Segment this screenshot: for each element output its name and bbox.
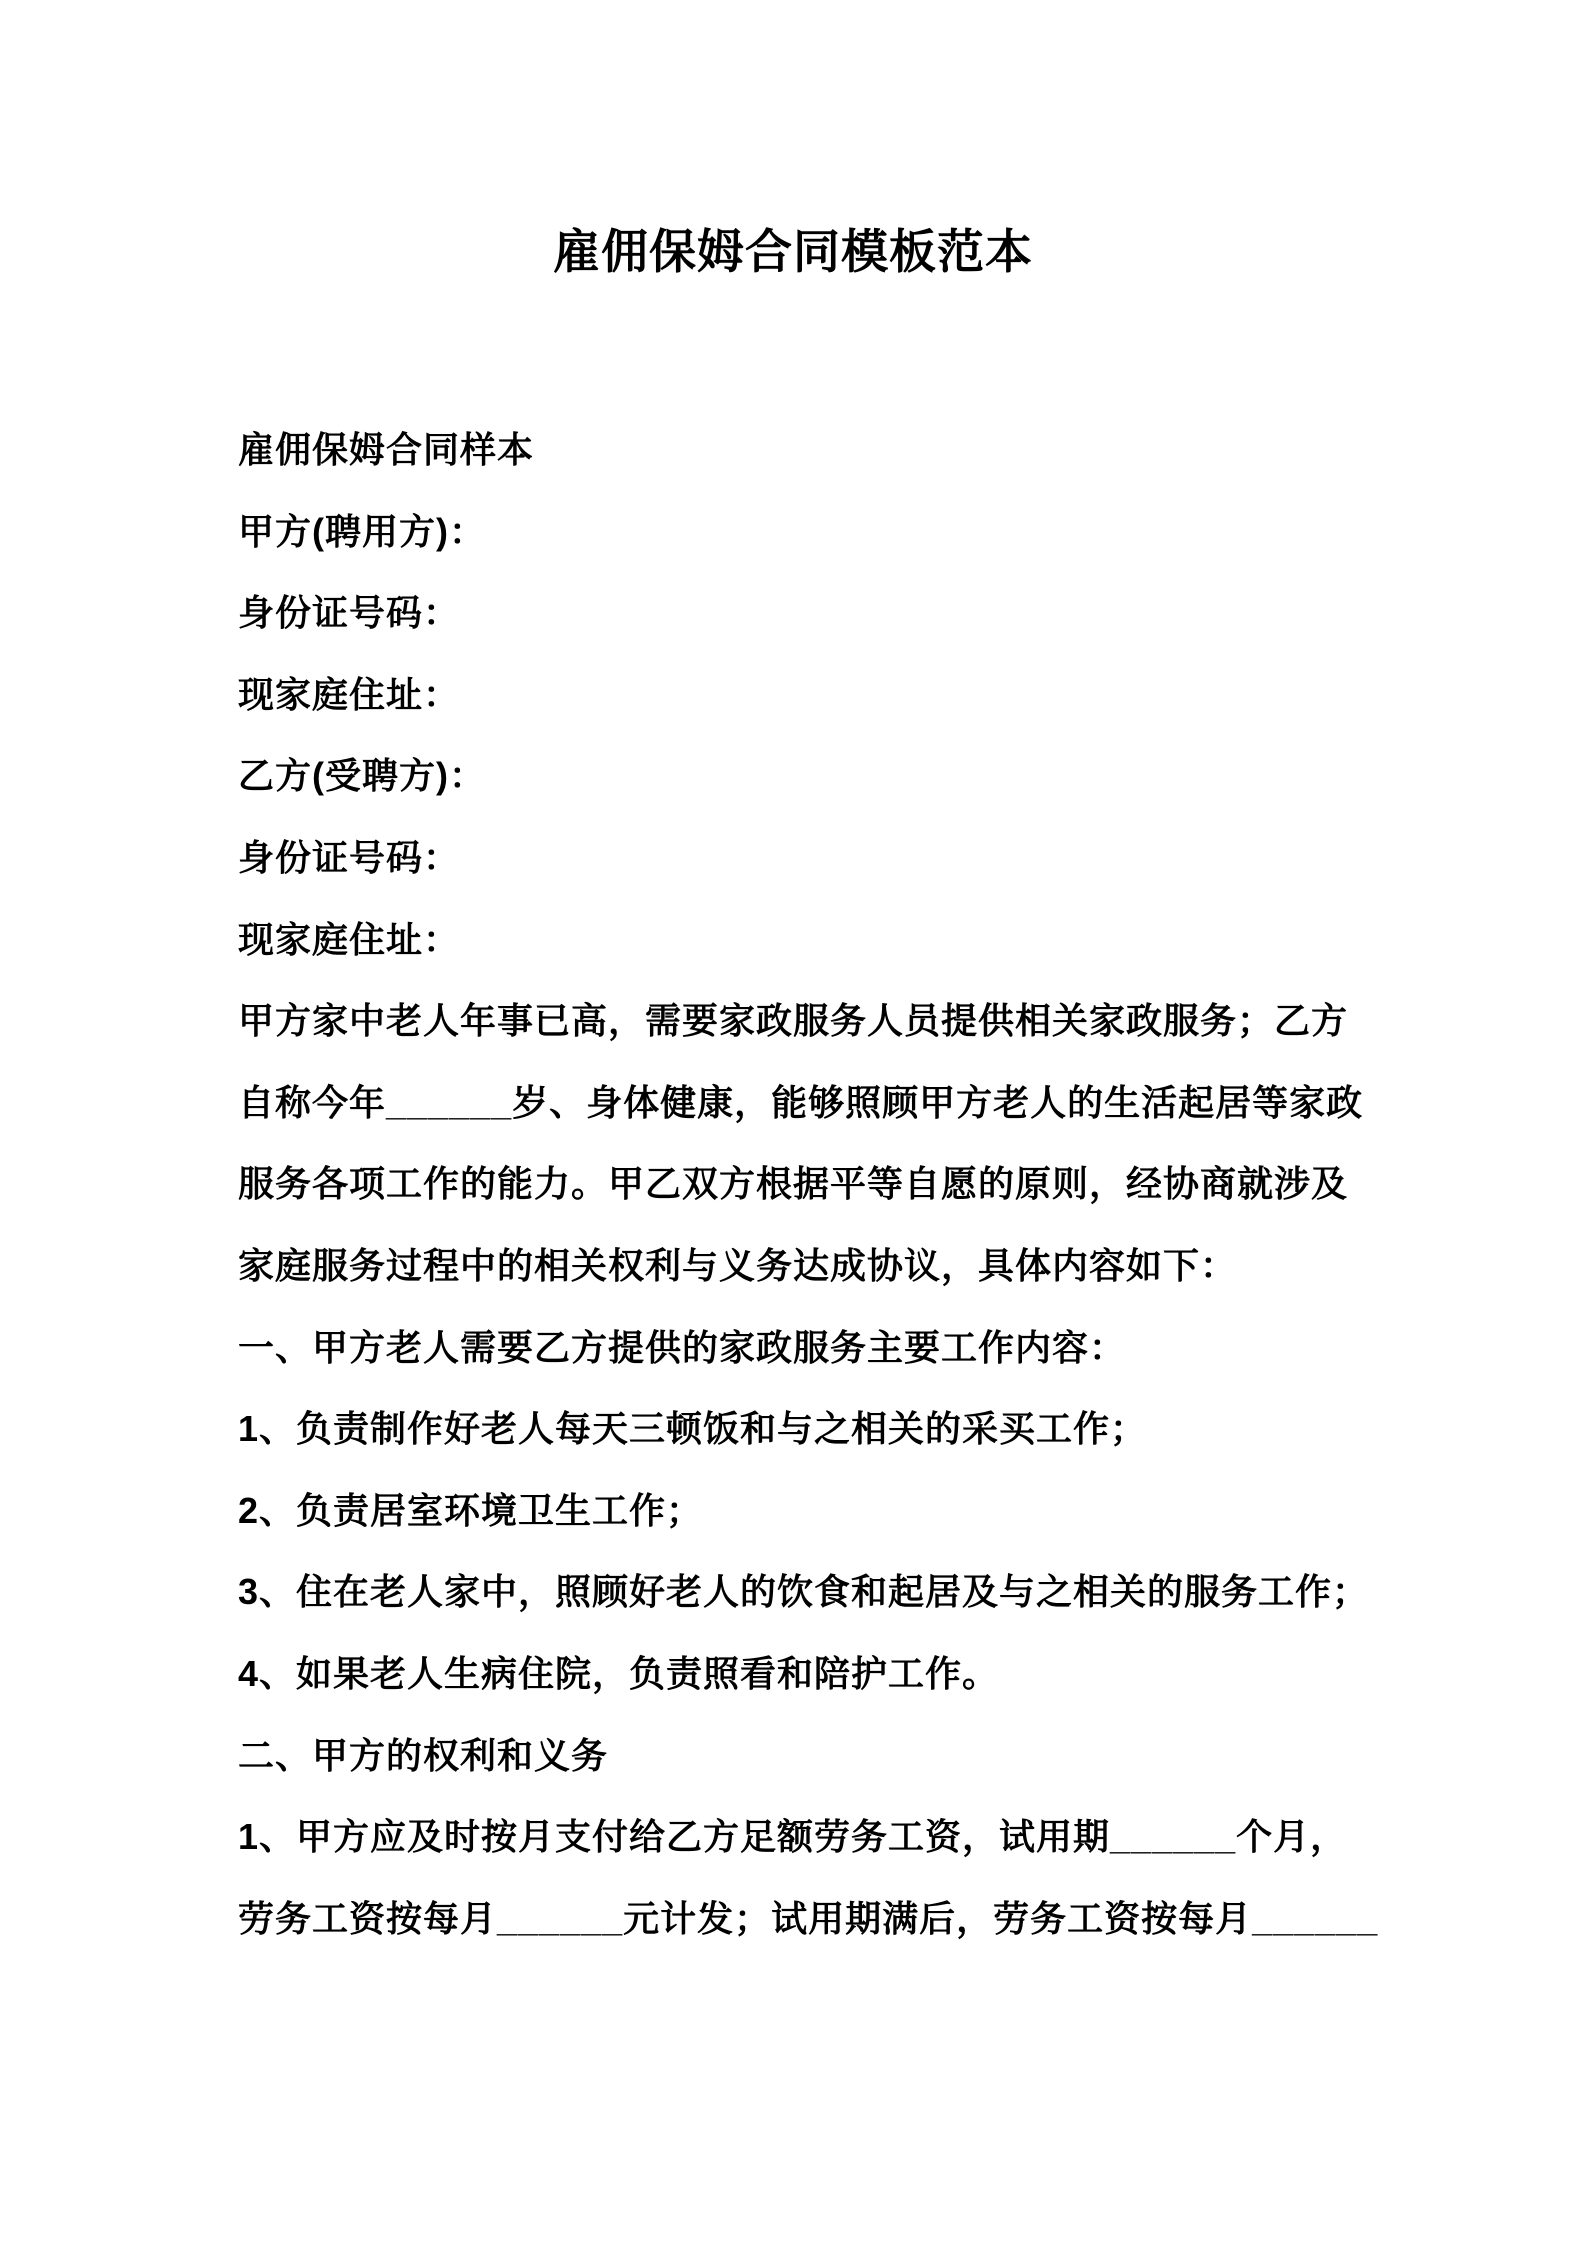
section-1-item-1-line: 1、负责制作好老人每天三顿饭和与之相关的采买工作； (238, 1408, 1148, 1450)
section-1-heading-line: 一、甲方老人需要乙方提供的家政服务主要工作内容： (238, 1326, 1127, 1368)
preamble-line-4: 家庭服务过程中的相关权利与义务达成协议，具体内容如下： (238, 1244, 1238, 1286)
section-1-item-2-line: 2、负责居室环境卫生工作； (238, 1489, 704, 1531)
document-title: 雇佣保姆合同模板范本 (553, 225, 1033, 278)
section-1-item-4-line: 4、如果老人生病住院，负责照看和陪护工作。 (238, 1652, 1000, 1694)
preamble-line-1: 甲方家中老人年事已高，需要家政服务人员提供相关家政服务；乙方 (238, 1000, 1349, 1042)
party-a-address-line: 现家庭住址： (238, 673, 461, 715)
section-1-item-3-line: 3、住在老人家中，照顾好老人的饮食和起居及与之相关的服务工作； (238, 1571, 1370, 1613)
party-b-id-line: 身份证号码： (238, 836, 461, 878)
preamble-line-3: 服务各项工作的能力。甲乙双方根据平等自愿的原则，经协商就涉及 (238, 1163, 1349, 1205)
contract-subtitle-line: 雇佣保姆合同样本 (238, 429, 535, 470)
party-b-label-line: 乙方(受聘方)： (238, 755, 486, 797)
section-2-heading-line: 二、甲方的权利和义务 (238, 1734, 609, 1776)
party-b-address-line: 现家庭住址： (238, 918, 461, 960)
preamble-line-2: 自称今年______岁、身体健康，能够照顾甲方老人的生活起居等家政 (238, 1081, 1364, 1123)
section-2-item-1-line-1: 1、甲方应及时按月支付给乙方足额劳务工资，试用期______个月， (238, 1816, 1348, 1858)
party-a-id-line: 身份证号码： (238, 592, 461, 634)
section-2-item-1-line-2: 劳务工资按每月______元计发；试用期满后，劳务工资按每月______ (238, 1897, 1379, 1939)
document-body (238, 409, 1418, 1959)
party-a-label-line: 甲方(聘用方)： (238, 510, 486, 552)
